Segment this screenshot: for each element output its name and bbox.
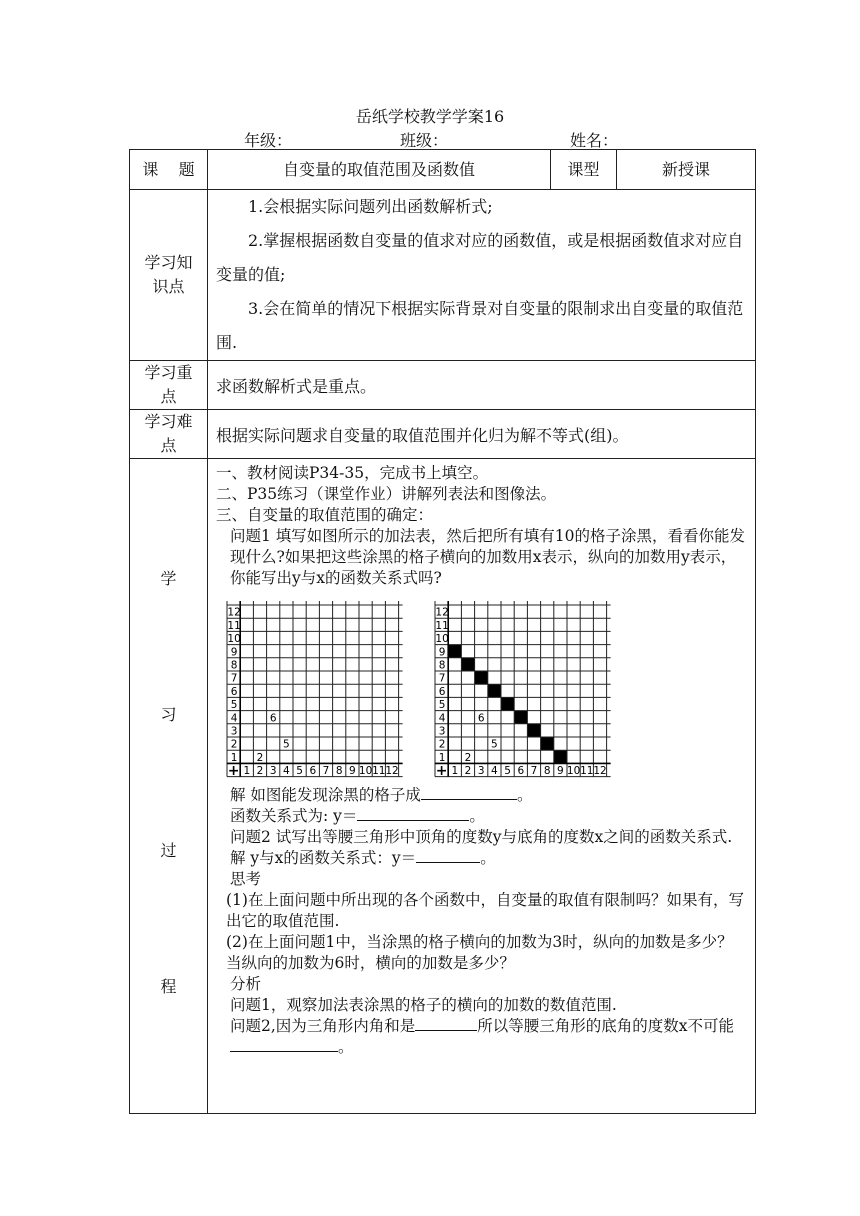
analysis-2: 问题2,因为三角形内角和是 所以等腰三角形的底角的度数x不可能。 — [230, 1017, 735, 1056]
solution-2: 解 y与x的函数关系式：y＝ 。 — [230, 849, 496, 867]
answer-blank[interactable] — [230, 1037, 338, 1052]
x-tick-label: 11 — [372, 765, 386, 778]
cell-value: 5 — [283, 738, 290, 751]
solution-1: 解 如图能发现涂黑的格子成 。 — [230, 786, 533, 804]
y-tick-label: 7 — [438, 672, 446, 685]
process-content — [208, 459, 756, 1114]
addition-table-shaded — [432, 599, 612, 779]
class-label: 班级： — [400, 131, 449, 150]
y-tick-label: 5 — [230, 699, 238, 712]
think-2: (2)在上面问题1中，当涂黑的格子横向的加数为3时，纵向的加数是多少？当纵向的加数为6时，横向的加数是多少？ — [226, 933, 733, 972]
x-tick-label: 10 — [358, 765, 373, 778]
y-tick-label: 6 — [230, 685, 238, 698]
y-tick-label: 7 — [230, 672, 238, 685]
x-tick-label: 3 — [269, 765, 277, 778]
x-tick-label: 6 — [517, 765, 525, 778]
y-tick-label: 10 — [227, 633, 241, 646]
y-tick-label: 9 — [230, 646, 238, 659]
x-tick-label: 5 — [504, 765, 511, 778]
focus-label: 学习重点 — [130, 361, 208, 410]
process-char: 学 — [160, 568, 177, 588]
x-tick-label: 1 — [243, 765, 251, 778]
x-tick-label: 8 — [543, 765, 551, 778]
y-tick-label: 6 — [438, 685, 446, 698]
y-tick-label: 9 — [438, 646, 446, 659]
y-tick-label: 8 — [438, 659, 446, 672]
plus-sign: + — [227, 763, 240, 779]
answer-blank[interactable] — [415, 1016, 477, 1031]
x-tick-label: 4 — [283, 765, 290, 778]
knowledge-label: 学习知识点 — [130, 190, 208, 361]
shaded-cell — [448, 645, 461, 658]
x-tick-label: 8 — [335, 765, 343, 778]
type-value: 新授课 — [617, 150, 756, 190]
process-char: 习 — [160, 704, 177, 724]
knowledge-points — [208, 190, 756, 361]
y-tick-label: 12 — [435, 606, 449, 619]
plus-sign: + — [435, 763, 448, 779]
x-tick-label: 5 — [296, 765, 303, 778]
answer-blank[interactable] — [416, 848, 480, 863]
y-tick-label: 1 — [438, 751, 446, 764]
x-tick-label: 4 — [491, 765, 498, 778]
shaded-cell — [554, 750, 567, 763]
type-label: 课型 — [551, 150, 617, 190]
knowledge-item: 3.会在简单的情况下根据实际背景对自变量的限制求出自变量的取值范围. — [216, 299, 744, 352]
x-tick-label: 2 — [256, 765, 264, 778]
process-label — [130, 459, 208, 1114]
shaded-cell — [461, 658, 474, 671]
analysis-1: 问题1，观察加法表涂黑的格子的横向的加数的数值范围. — [230, 996, 617, 1014]
shaded-cell — [514, 711, 527, 724]
x-tick-label: 3 — [477, 765, 485, 778]
cell-value: 6 — [477, 712, 485, 725]
x-tick-label: 1 — [451, 765, 459, 778]
process-line: 一、教材阅读P34-35，完成书上填空。 — [216, 464, 489, 482]
process-char: 程 — [160, 976, 177, 996]
y-tick-label: 11 — [227, 619, 241, 632]
x-tick-label: 7 — [322, 765, 330, 778]
cell-value: 2 — [464, 751, 472, 764]
y-tick-label: 2 — [438, 738, 446, 751]
difficulty-text: 根据实际问题求自变量的取值范围并化归为解不等式(组)。 — [208, 410, 756, 459]
x-tick-label: 10 — [566, 765, 581, 778]
answer-blank[interactable] — [357, 806, 469, 821]
y-tick-label: 5 — [438, 699, 446, 712]
lesson-table — [129, 149, 756, 1114]
topic-value: 自变量的取值范围及函数值 — [208, 150, 551, 190]
y-tick-label: 2 — [230, 738, 238, 751]
analysis-heading: 分析 — [230, 975, 262, 993]
y-tick-label: 12 — [227, 606, 241, 619]
knowledge-item: 1.会根据实际问题列出函数解析式; — [248, 197, 493, 216]
y-tick-label: 3 — [438, 725, 446, 738]
cell-value: 2 — [256, 751, 264, 764]
x-tick-label: 11 — [580, 765, 594, 778]
answer-blank[interactable] — [421, 785, 517, 800]
think-1: (1)在上面问题中所出现的各个函数中，自变量的取值有限制吗？如果有，写出它的取值范围. — [226, 891, 744, 930]
y-tick-label: 10 — [435, 633, 449, 646]
addition-table-blank — [224, 599, 404, 779]
y-tick-label: 3 — [230, 725, 238, 738]
grade-label: 年级： — [244, 131, 293, 150]
shaded-cell — [475, 671, 488, 684]
x-tick-label: 6 — [309, 765, 317, 778]
shaded-cell — [488, 684, 501, 697]
y-tick-label: 4 — [438, 712, 446, 725]
question-2: 问题2 试写出等腰三角形中顶角的度数y与底角的度数x之间的函数关系式. — [230, 828, 733, 846]
cell-value: 5 — [491, 738, 498, 751]
x-tick-label: 9 — [557, 765, 564, 778]
y-tick-label: 11 — [435, 619, 449, 632]
process-line: 二、P35练习（课堂作业）讲解列表法和图像法。 — [216, 485, 557, 503]
shaded-cell — [501, 697, 514, 710]
x-tick-label: 12 — [593, 765, 607, 778]
process-line: 三、自变量的取值范围的确定： — [216, 506, 434, 524]
y-tick-label: 4 — [230, 712, 238, 725]
shaded-cell — [541, 737, 554, 750]
addition-tables — [224, 599, 747, 779]
difficulty-label: 学习难点 — [130, 410, 208, 459]
y-tick-label: 8 — [230, 659, 238, 672]
x-tick-label: 2 — [464, 765, 472, 778]
page-title: 岳纸学校教学学案16 — [355, 107, 505, 126]
name-label: 姓名： — [570, 131, 619, 150]
topic-label: 课 题 — [130, 150, 208, 190]
knowledge-item: 2.掌握根据函数自变量的值求对应的函数值，或是根据函数值求对应自变量的值; — [216, 231, 744, 284]
y-tick-label: 1 — [230, 751, 238, 764]
function-1: 函数关系式为: y＝ 。 — [230, 807, 485, 825]
cell-value: 6 — [269, 712, 277, 725]
process-char: 过 — [160, 840, 177, 860]
x-tick-label: 12 — [385, 765, 399, 778]
x-tick-label: 7 — [530, 765, 538, 778]
x-tick-label: 9 — [349, 765, 356, 778]
focus-text: 求函数解析式是重点。 — [208, 361, 756, 410]
shaded-cell — [527, 724, 540, 737]
question-1: 问题1 填写如图所示的加法表，然后把所有填有10的格子涂黑，看看你能发现什么?如果把这些涂黑的格子横向的加数用x表示，纵向的加数用y表示，你能写出y与x的函数关系式吗? — [230, 527, 746, 587]
think-heading: 思考 — [230, 870, 262, 888]
